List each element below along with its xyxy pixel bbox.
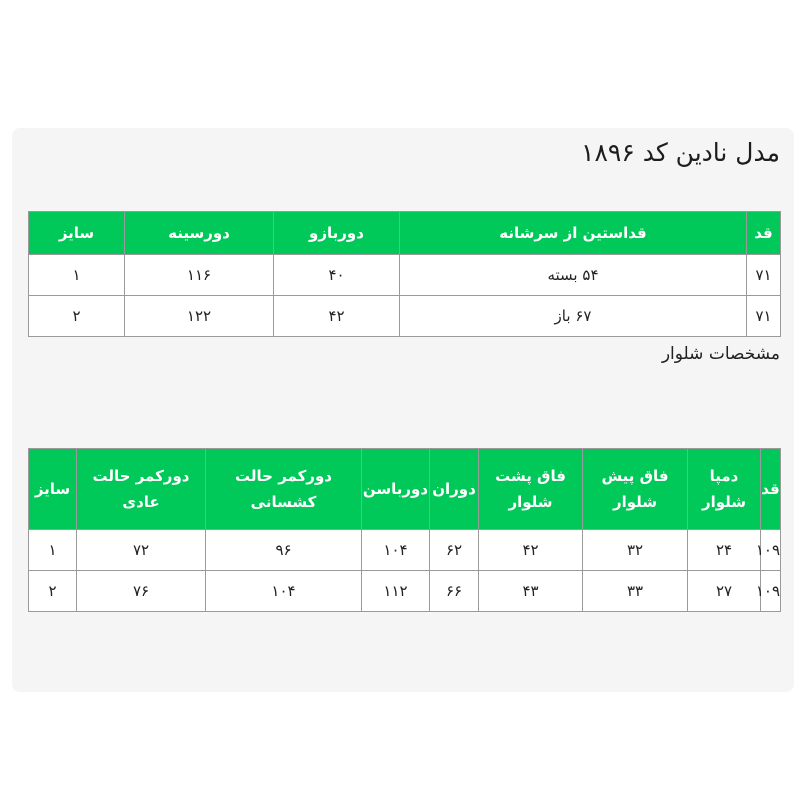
section-subtitle: مشخصات شلوار	[661, 344, 780, 364]
table-cell: ۱۱۲	[362, 571, 430, 612]
table-cell: ۴۲	[274, 296, 400, 337]
table-cell: ۱۰۹	[761, 571, 781, 612]
table-cell: ۷۱	[747, 296, 781, 337]
column-header: سایز	[29, 449, 77, 530]
table-cell: ۲۴	[688, 530, 761, 571]
table-cell: ۹۶	[206, 530, 362, 571]
table-row	[29, 571, 781, 612]
table-cell: ۱	[29, 255, 125, 296]
table-cell: ۱۰۴	[206, 571, 362, 612]
table-cell: ۳۲	[583, 530, 688, 571]
column-header: قداستین از سرشانه	[400, 212, 747, 255]
table-cell: ۳۳	[583, 571, 688, 612]
pants-size-table	[28, 448, 781, 612]
column-header: دورسینه	[125, 212, 274, 255]
column-header: قد	[761, 449, 781, 530]
table-header-row	[29, 212, 781, 255]
column-header: دوربازو	[274, 212, 400, 255]
column-header: فاق پشت شلوار	[479, 449, 583, 530]
table-cell: ۲۷	[688, 571, 761, 612]
table-cell: ۱۰۹	[761, 530, 781, 571]
table-cell: ۵۴ بسته	[400, 255, 747, 296]
table-cell: ۲	[29, 571, 77, 612]
column-header: دورکمر حالت عادی	[77, 449, 206, 530]
column-header: دوران	[430, 449, 479, 530]
table-cell: ۴۳	[479, 571, 583, 612]
table-cell: ۶۶	[430, 571, 479, 612]
column-header: سایز	[29, 212, 125, 255]
table-row	[29, 530, 781, 571]
table-cell: ۱۰۴	[362, 530, 430, 571]
table-cell: ۲	[29, 296, 125, 337]
column-header: فاق پیش شلوار	[583, 449, 688, 530]
table-header-row	[29, 449, 781, 530]
table-row	[29, 296, 781, 337]
table-cell: ۴۲	[479, 530, 583, 571]
table-cell: ۶۷ باز	[400, 296, 747, 337]
column-header: دورباسن	[362, 449, 430, 530]
table-row	[29, 255, 781, 296]
page-title: مدل نادین کد ۱۸۹۶	[581, 138, 780, 167]
top-size-table	[28, 211, 781, 337]
table-cell: ۷۲	[77, 530, 206, 571]
table-cell: ۷۱	[747, 255, 781, 296]
table-cell: ۱	[29, 530, 77, 571]
column-header: قد	[747, 212, 781, 255]
table-cell: ۷۶	[77, 571, 206, 612]
column-header: دمپا شلوار	[688, 449, 761, 530]
product-details-panel	[12, 128, 794, 692]
table-cell: ۴۰	[274, 255, 400, 296]
table-cell: ۶۲	[430, 530, 479, 571]
table-cell: ۱۱۶	[125, 255, 274, 296]
column-header: دورکمر حالت کشسانی	[206, 449, 362, 530]
table-cell: ۱۲۲	[125, 296, 274, 337]
